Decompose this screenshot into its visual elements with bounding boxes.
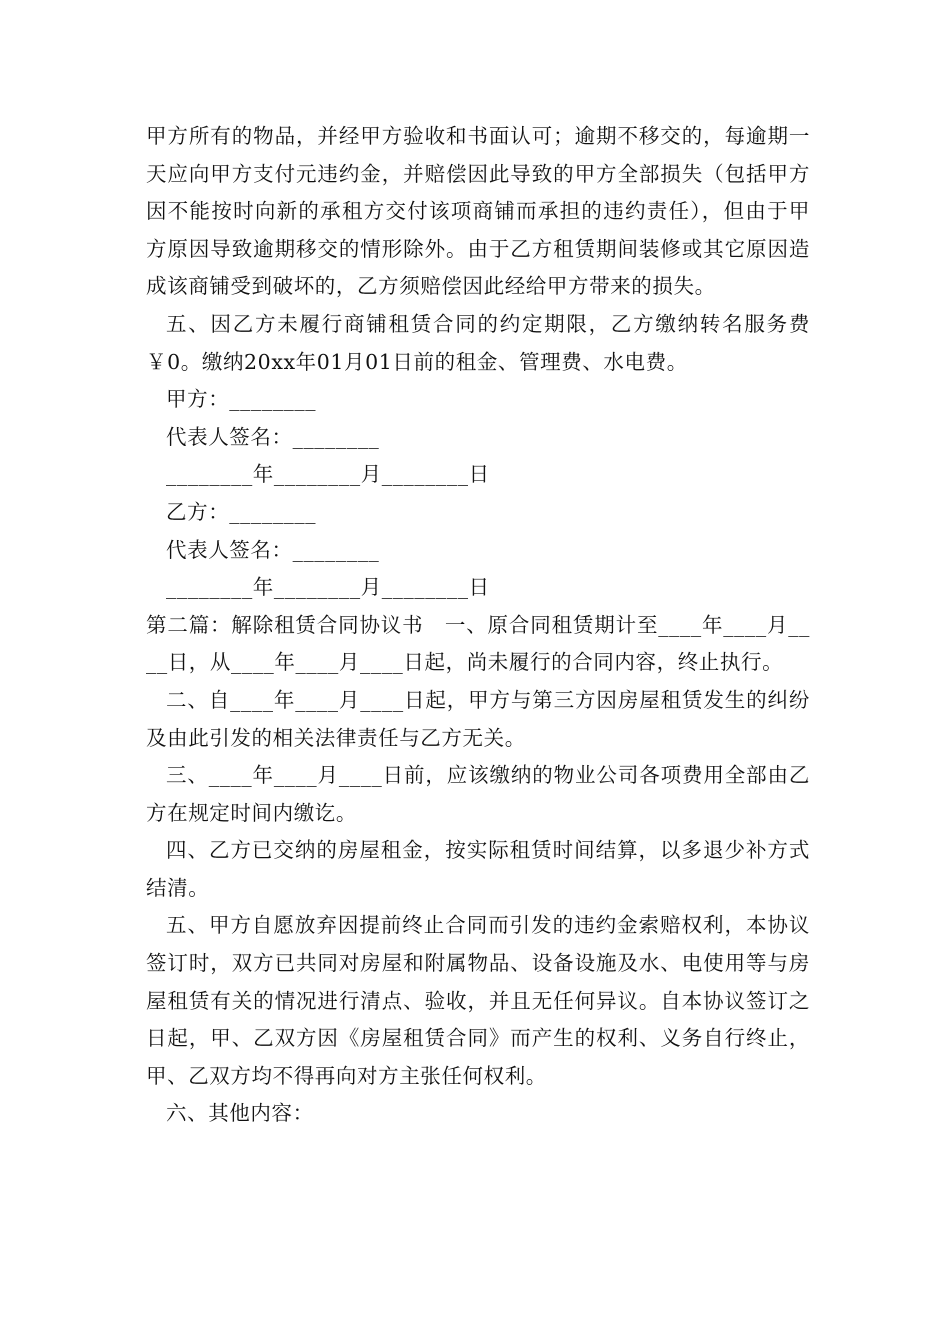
signature-representative-b: 代表人签名：________ [166,537,380,562]
section2-clause-4: 四、乙方已交纳的房屋租金，按实际租赁时间结算，以多退少补方式结清。 [146,838,810,900]
paragraph-continuation: 甲方所有的物品，并经甲方验收和书面认可；逾期不移交的，每逾期一天应向甲方支付元违约金，并赔偿因此导致的甲方全部损失（包括甲方因不能按时向新的承租方交付该项商铺而承担的违约责任），但由于甲方原因导致逾期移交的情形除外。由于乙方租赁期间装修或其它原因造成该商铺受到破坏的，乙方须赔偿因此经给甲方带来的损失。 [146,124,810,299]
signature-representative-a: 代表人签名：________ [166,424,380,449]
signature-date-b: ________年________月________日 [166,575,490,600]
document-body [146,118,810,1133]
section2-clause-6: 六、其他内容： [166,1101,314,1126]
section2-clause-2: 二、自____年____月____日起，甲方与第三方因房屋租赁发生的纠纷及由此引发的相关法律责任与乙方无关。 [146,687,810,750]
section2-clause-5: 五、甲方自愿放弃因提前终止合同而引发的违约金索赔权利，本协议签订时，双方已共同对房屋和附属物品、设备设施及水、电使用等与房屋租赁有关的情况进行清点、验收，并且无任何异议。自本协议签订之日起，甲、乙双方因《房屋租赁合同》而产生的权利、义务自行终止，甲、乙双方均不得再向对方主张任何权利。 [146,913,810,1088]
paragraph-clause-5: 五、因乙方未履行商铺租赁合同的约定期限，乙方缴纳转名服务费￥0。缴纳20xx年01月01日前的租金、管理费、水电费。 [146,311,810,374]
signature-date-a: ________年________月________日 [166,462,490,487]
signature-party-a: 甲方：________ [166,387,317,412]
signature-party-b: 乙方：________ [166,499,317,524]
section2-clause-3: 三、____年____月____日前，应该缴纳的物业公司各项费用全部由乙方在规定时间内缴讫。 [146,763,810,825]
section2-heading-paragraph: 第二篇：解除租赁合同协议书 一、原合同租赁期计至____年____月____日，从____年____月____日起，尚未履行的合同内容，终止执行。 [146,612,810,675]
